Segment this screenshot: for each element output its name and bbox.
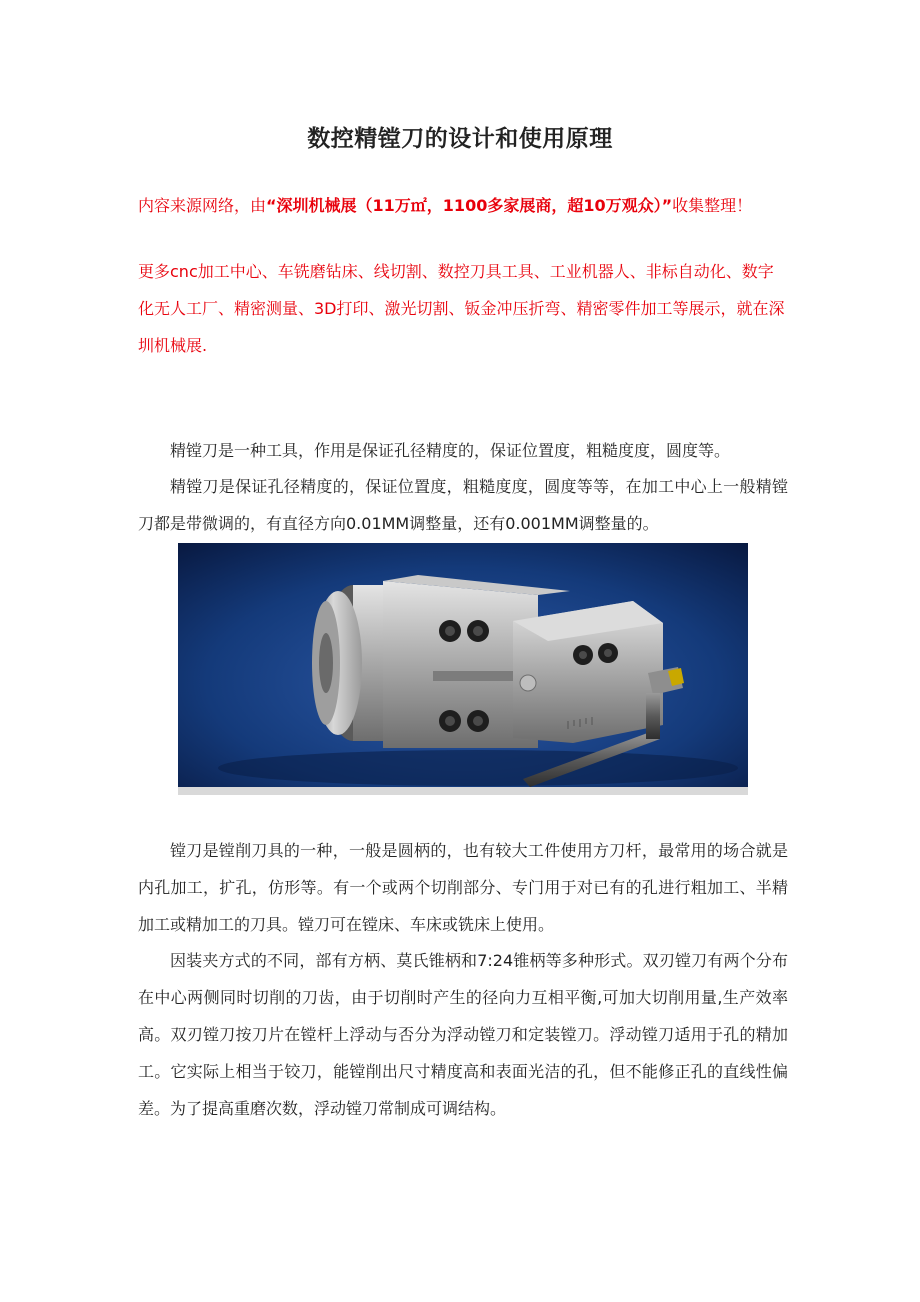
paragraph-2: 精镗刀是保证孔径精度的，保证位置度，粗糙度度，圆度等等，在加工中心上一般精镗刀都是带微调的，有直径方向0.01MM调整量，还有0.001MM调整量的。 <box>138 477 788 533</box>
boring-tool-illustration <box>178 543 748 795</box>
paragraph-4: 因装夹方式的不同，部有方柄、莫氏锥柄和7:24锥柄等多种形式。双刃镗刀有两个分布在中心两侧同时切削的刀齿，由于切削时产生的径向力互相平衡,可加大切削用量,生产效率高。双刃镗刀按刀片在镗杆上浮动与否分为浮动镗刀和定装镗刀。浮动镗刀适用于孔的精加工。它实际上相当于铰刀，能镗削出尺寸精度高和表面光洁的孔，但不能修正孔的直线性偏差。为了提高重磨次数，浮动镗刀常制成可调结构。 <box>138 951 788 1118</box>
source-note <box>138 194 788 218</box>
boring-tool-image <box>178 543 748 795</box>
source-highlight: “深圳机械展（11万㎡，1100多家展商，超10万观众）” <box>266 196 673 215</box>
document-title: 数控精镗刀的设计和使用原理 <box>307 126 613 152</box>
paragraph-1: 精镗刀是一种工具，作用是保证孔径精度的，保证位置度，粗糙度度，圆度等。 <box>170 441 731 460</box>
source-suffix: 收集整理！ <box>672 196 753 215</box>
promo-text: 更多cnc加工中心、车铣磨钻床、线切割、数控刀具工具、工业机器人、非标自动化、数字化无人工厂、精密测量、3D打印、激光切割、钣金冲压折弯、精密零件加工等展示，就在深圳机械展. <box>138 262 785 355</box>
source-prefix: 内容来源网络，由 <box>138 196 267 215</box>
paragraph-3: 镗刀是镗削刀具的一种，一般是圆柄的，也有较大工件使用方刀杆，最常用的场合就是内孔加工，扩孔，仿形等。有一个或两个切削部分、专门用于对已有的孔进行粗加工、半精加工或精加工的刀具。镗刀可在镗床、车床或铣床上使用。 <box>138 841 788 934</box>
